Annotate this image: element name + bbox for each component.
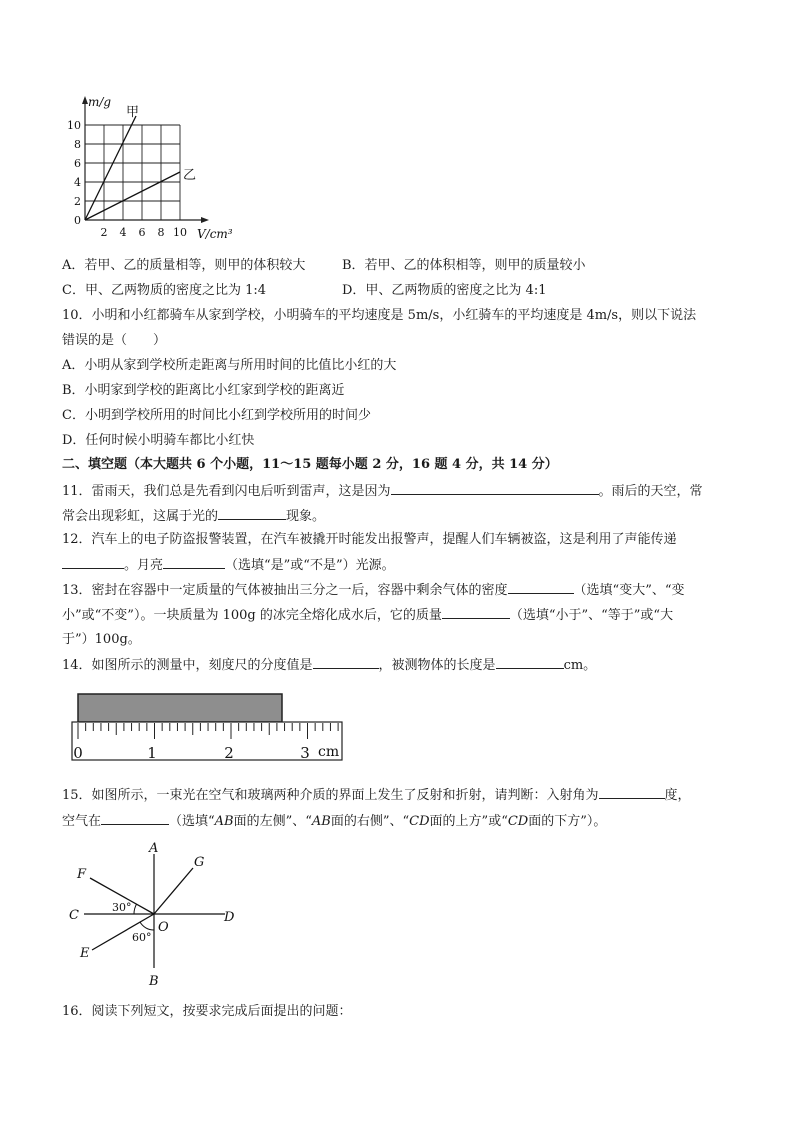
x-tick-6: 6	[138, 226, 146, 239]
x-axis-label: V/cm³	[197, 227, 233, 241]
q9-option-b: B．若甲、乙的体积相等，则甲的质量较小	[342, 258, 586, 273]
q9-option-d: D．甲、乙两物质的密度之比为 4:1	[342, 283, 547, 298]
q12-blank-1[interactable]	[62, 556, 124, 569]
x-tick-labels	[101, 226, 188, 239]
q9-option-c: C．甲、乙两物质的密度之比为 1:4	[62, 283, 267, 298]
ruler-label-1: 1	[147, 744, 157, 762]
line-jia	[85, 116, 136, 220]
q10-option-c: C．小明到学校所用的时间比小红到学校所用的时间少	[62, 408, 371, 423]
q14-text-3: cm。	[563, 658, 597, 673]
label-G: G	[194, 855, 205, 870]
q13-line2	[62, 606, 673, 625]
q15-ab-1: AB	[214, 814, 234, 829]
q11-blank-2[interactable]	[218, 507, 286, 520]
q11-text-3: 常会出现彩虹，这属于光的	[62, 509, 219, 524]
q11-text-4: 现象。	[286, 509, 326, 524]
q14-line1	[62, 656, 596, 675]
q15-line1	[62, 786, 691, 805]
q11-text-2: 。雨后的天空，常	[598, 484, 703, 499]
ruler-figure	[62, 690, 362, 770]
q10-option-b: B．小明家到学校的距离比小红家到学校的距离近	[62, 383, 345, 398]
q15-ab-2: AB	[311, 814, 331, 829]
q13-text-4: （选填“小于”、“等于”或“大	[509, 608, 674, 623]
label-D: D	[224, 910, 235, 925]
y-tick-labels	[67, 119, 81, 227]
q12-line1: 12．汽车上的电子防盗报警装置，在汽车被撬开时能发出报警声，提醒人们车辆被盗，这是利用了声能传递	[62, 532, 677, 547]
y-tick-2: 2	[74, 195, 81, 208]
q10-option-d: D．任何时候小明骑车都比小红快	[62, 433, 255, 448]
q13-text-2: （选填“变大”、“变	[573, 583, 685, 598]
angle-label-60: 60°	[132, 931, 152, 944]
q11-line2	[62, 507, 325, 526]
label-yi: 乙	[183, 168, 197, 183]
x-tick-10: 10	[173, 226, 187, 239]
y-tick-4: 4	[74, 176, 81, 189]
q13-blank-2[interactable]	[442, 606, 510, 619]
label-F: F	[77, 867, 87, 882]
q11-line1	[62, 482, 703, 501]
y-axis-label: m/g	[88, 95, 112, 109]
q14-blank-1[interactable]	[313, 656, 379, 669]
q11-text-1: 11．雷雨天，我们总是先看到闪电后听到雷声，这是因为	[62, 484, 391, 499]
x-tick-2: 2	[100, 226, 108, 239]
q10-stem-line2: 错误的是（ ）	[62, 333, 167, 348]
label-C: C	[69, 908, 79, 923]
ruler-label-2: 2	[224, 744, 234, 762]
angle-label-30: 30°	[112, 901, 132, 914]
q13-text-1: 13．密封在容器中一定质量的气体被抽出三分之一后，容器中剩余气体的密度	[62, 583, 508, 598]
q15-blank-2[interactable]	[101, 812, 169, 825]
section2-title: 二、填空题（本大题共 6 个小题，11～15 题每小题 2 分，16 题 4 分，共 14 分）	[62, 457, 558, 472]
y-tick-6: 6	[74, 157, 81, 170]
q14-text-2: ，被测物体的长度是	[378, 658, 496, 673]
q15-text-7: 面的上方”或“	[429, 814, 508, 829]
y-tick-10: 10	[67, 119, 81, 132]
y-tick-8: 8	[74, 138, 81, 151]
q11-blank-1[interactable]	[391, 482, 599, 495]
q16-stem: 16．阅读下列短文，按要求完成后面提出的问题：	[62, 1004, 352, 1019]
q15-text-5: 面的左侧”、“	[233, 814, 312, 829]
q13-text-3: 小”或“不变”）。一块质量为 100g 的冰完全熔化成水后，它的质量	[62, 608, 442, 623]
q15-text-2: 度，	[664, 788, 691, 803]
ruler-unit: cm	[318, 744, 340, 760]
label-jia: 甲	[126, 105, 140, 120]
measured-object	[78, 694, 282, 722]
q15-cd-2: CD	[507, 814, 529, 829]
q15-cd-1: CD	[409, 814, 430, 829]
q14-text-1: 14．如图所示的测量中，刻度尺的分度值是	[62, 658, 313, 673]
label-B: B	[149, 974, 159, 989]
q15-blank-1[interactable]	[599, 786, 665, 799]
q15-text-8: 面的下方”）。	[528, 814, 607, 829]
y-tick-0: 0	[74, 214, 81, 227]
line-yi	[85, 172, 180, 220]
x-axis-arrow	[201, 217, 209, 223]
q12-line2	[62, 556, 395, 575]
q9-option-a: A．若甲、乙的质量相等，则甲的体积较大	[62, 258, 306, 273]
q15-text-1: 15．如图所示，一束光在空气和玻璃两种介质的界面上发生了反射和折射，请判断：入射角为	[62, 788, 599, 803]
q12-blank-2[interactable]	[163, 556, 225, 569]
q12-text-3: （选填“是”或“不是”）光源。	[225, 558, 395, 573]
q10-stem-line1: 10．小明和小红都骑车从家到学校，小明骑车的平均速度是 5m/s，小红骑车的平均速度是 4m/s，则以下说法	[62, 308, 697, 323]
angle-arc-30	[134, 904, 137, 914]
label-E: E	[80, 946, 90, 961]
graph-grid	[85, 125, 180, 220]
label-O: O	[158, 920, 169, 935]
q15-text-6: 面的右侧”、“	[330, 814, 410, 829]
ruler-label-0: 0	[73, 744, 83, 762]
q13-blank-1[interactable]	[508, 581, 574, 594]
x-tick-4: 4	[119, 226, 127, 239]
angle-arc-60	[140, 922, 154, 930]
mass-volume-graph	[60, 90, 250, 250]
q15-line2	[62, 812, 606, 831]
optics-figure	[60, 840, 250, 990]
q10-option-a: A．小明从家到学校所走距离与所用时间的比值比小红的大	[62, 358, 397, 373]
q14-blank-2[interactable]	[496, 656, 564, 669]
q15-text-4: （选填“	[169, 814, 215, 829]
ray-OG	[154, 868, 193, 914]
q13-line3: 于”）100g。	[62, 632, 141, 647]
q13-line1	[62, 581, 685, 600]
label-A: A	[149, 841, 159, 856]
ruler-label-3: 3	[300, 744, 310, 762]
q12-text-2: 。月亮	[124, 558, 164, 573]
x-tick-8: 8	[157, 226, 165, 239]
q15-text-3: 空气在	[62, 814, 102, 829]
